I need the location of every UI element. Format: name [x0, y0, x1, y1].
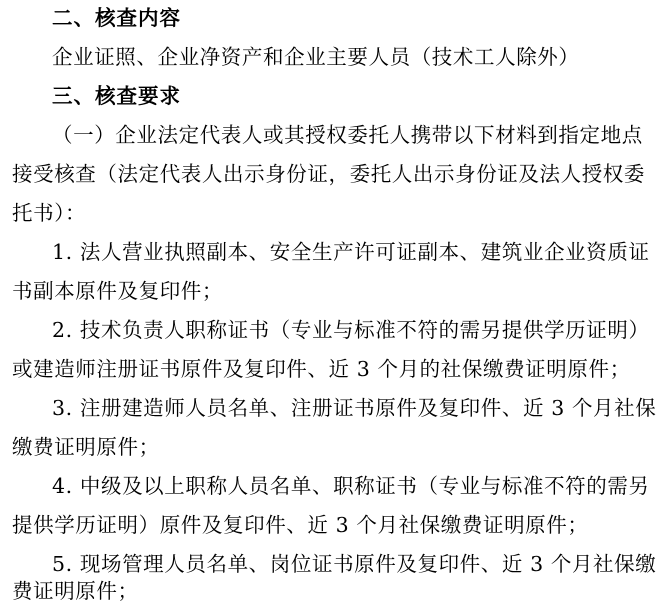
item-1-line2: 书副本原件及复印件；: [12, 279, 223, 303]
section2-body: 企业证照、企业净资产和企业主要人员（技术工人除外）: [52, 45, 580, 69]
section3-para1-line1: （一）企业法定代表人或其授权委托人携带以下材料到指定地点: [52, 123, 643, 147]
item-2-line1: 2. 技术负责人职称证书（专业与标准不符的需另提供学历证明）: [52, 318, 650, 342]
item-5-line1: 5. 现场管理人员名单、岗位证书原件及复印件、近 3 个月社保缴: [52, 552, 657, 576]
section3-para1-line2: 接受核查（法定代表人出示身份证，委托人出示身份证及法人授权委: [12, 162, 645, 186]
section2-heading: 二、核查内容: [52, 6, 181, 30]
item-5-line2: 费证明原件；: [12, 579, 139, 603]
section3-para1-line3: 托书）：: [12, 201, 87, 225]
item-4-line1: 4. 中级及以上职称人员名单、职称证书（专业与标准不符的需另: [52, 474, 650, 498]
item-2-line2: 或建造师注册证书原件及复印件、近 3 个月的社保缴费证明原件；: [12, 357, 631, 381]
item-4-line2: 提供学历证明）原件及复印件、近 3 个月社保缴费证明原件；: [12, 513, 589, 537]
item-1-line1: 1. 法人营业执照副本、安全生产许可证副本、建筑业企业资质证: [52, 240, 650, 264]
item-3-line2: 缴费证明原件；: [12, 435, 160, 459]
section3-heading: 三、核查要求: [52, 84, 181, 108]
item-3-line1: 3. 注册建造师人员名单、注册证书原件及复印件、近 3 个月社保: [52, 396, 657, 420]
